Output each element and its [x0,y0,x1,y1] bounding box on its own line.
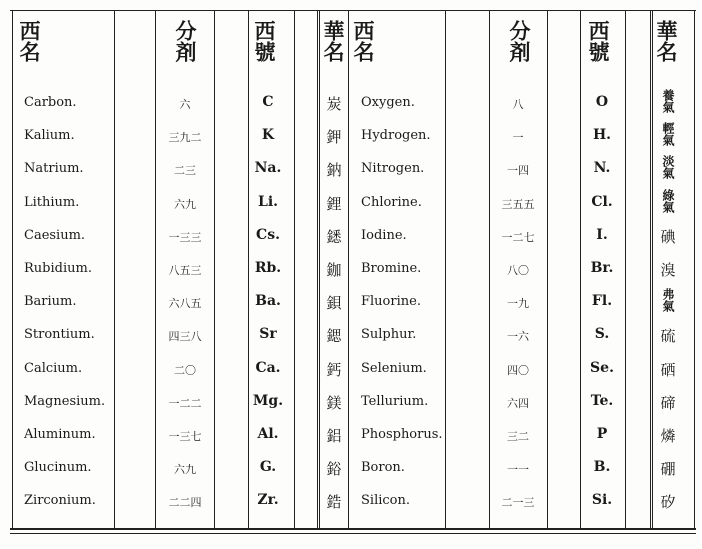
rule [547,10,548,530]
element-dosage: 六九 [174,197,196,211]
element-symbol: P [596,426,608,442]
table-top-border [10,10,696,11]
rule [155,10,156,530]
rule [489,10,490,530]
element-symbol: B. [593,459,611,476]
element-dosage: 二二四 [168,496,202,510]
element-name: Fluorine. [361,294,421,310]
element-dosage: 三九二 [168,131,202,145]
element-name: Calcium. [24,360,83,376]
element-name: Rubidium. [24,261,92,276]
element-name: Nitrogen. [361,161,425,177]
element-chinese-name: 弗氣 [661,288,675,313]
element-symbol: Ca. [255,359,281,376]
rule [294,10,295,530]
element-symbol: O [595,94,609,110]
element-symbol: C [262,94,274,110]
header-dosage: 分剤 [507,20,532,62]
element-dosage: 八 [512,98,524,111]
element-name: Iodine. [361,227,407,243]
element-chinese-name: 鈉 [326,161,342,180]
element-dosage: 四三八 [168,330,202,344]
element-dosage: 二〇 [174,363,196,377]
element-dosage: 三五五 [501,197,535,211]
header-west-name: 西名 [351,20,376,62]
element-symbol: Al. [257,426,279,442]
element-chinese-name: 鈣 [326,360,342,379]
element-chinese-name: 鍶 [326,327,342,346]
element-dosage: 二三 [174,164,196,178]
element-chinese-name: 鉫 [326,261,342,279]
element-symbol: H. [592,127,612,144]
element-symbol: Rb. [254,260,282,276]
element-chinese-name: 淡氣 [661,155,675,180]
element-symbol: Ba. [255,293,281,310]
element-symbol: Na. [254,160,282,177]
element-symbol: Se. [590,359,614,376]
element-symbol: I. [596,226,608,243]
element-dosage: 六四 [507,396,529,410]
rule-center-divider [317,10,320,530]
element-symbol: Zr. [257,492,279,509]
element-name: Glucinum. [24,460,92,476]
element-dosage: 二一三 [501,496,535,510]
element-chinese-name: 鎂 [326,393,342,412]
table-bottom-border-inner [10,533,696,534]
element-chinese-name: 輕氣 [661,122,675,147]
element-symbol: K [261,127,275,144]
element-name: Bromine. [361,261,422,276]
element-dosage: 一 [512,131,524,145]
rule [625,10,626,530]
header-dosage: 分剤 [173,20,198,62]
rule [348,10,349,530]
element-symbol: Fl. [591,293,613,310]
element-dosage: 四〇 [507,363,529,377]
element-dosage: 一一 [507,463,529,477]
header-chinese-name: 華名 [321,20,346,62]
element-chinese-name: 硼 [660,460,676,479]
element-chinese-name: 鉀 [326,128,342,147]
element-chinese-name: 矽 [660,493,676,512]
element-name: Silicon. [361,493,410,509]
element-dosage: 六 [179,98,191,111]
element-name: Aluminum. [24,427,96,442]
element-chinese-name: 碲 [660,393,676,412]
element-symbol: Mg. [252,392,284,409]
rule [248,10,249,530]
element-dosage: 一六 [507,330,529,344]
element-symbol: N. [593,160,611,177]
element-name: Strontium. [24,327,95,343]
element-name: Boron. [361,460,405,476]
element-chinese-name: 燐 [660,427,676,445]
element-chinese-name: 養氣 [661,89,675,113]
element-dosage: 三二 [507,430,529,443]
element-dosage: 六九 [174,463,196,477]
element-name: Natrium. [24,161,84,177]
element-chinese-name: 鋯 [326,493,342,512]
element-name: Zirconium. [24,493,96,509]
header-west-name: 西名 [17,20,42,62]
element-chinese-name: 鏭 [326,227,342,246]
element-chinese-name: 碘 [660,227,676,246]
element-chinese-name: 綠氣 [661,188,675,213]
element-name: Lithium. [24,194,80,210]
element-chinese-name: 鋁 [326,427,342,445]
element-dosage: 八〇 [507,264,529,277]
element-symbol: Li. [257,193,279,210]
element-chinese-name: 鋰 [326,194,342,213]
element-dosage: 一三七 [168,430,202,443]
element-name: Tellurium. [361,393,429,409]
element-symbol: Si. [591,492,613,509]
rule [445,10,446,530]
header-west-symbol: 西號 [252,20,277,62]
rule [650,10,653,530]
element-name: Caesium. [24,227,86,243]
rule [114,10,115,530]
element-chinese-name: 鋇 [326,294,342,313]
element-symbol: Br. [590,260,614,276]
rule-right-edge [694,10,695,530]
element-symbol: S. [594,326,610,343]
element-name: Kalium. [24,128,75,144]
element-dosage: 一四 [507,164,529,178]
element-name: Oxygen. [361,95,415,110]
rule [580,10,581,530]
element-dosage: 八五三 [168,264,202,277]
element-chinese-name: 硫 [660,327,676,346]
element-name: Barium. [24,294,77,310]
element-dosage: 一二二 [168,396,202,410]
element-dosage: 一三三 [168,230,202,244]
element-name: Hydrogen. [361,128,431,144]
element-name: Phosphorus. [361,427,443,442]
element-name: Magnesium. [24,393,106,409]
element-symbol: G. [259,459,277,476]
element-symbol: Cl. [591,193,613,210]
rule-left-edge [12,10,13,530]
element-name: Carbon. [24,95,77,110]
element-chinese-name: 鋊 [326,460,342,479]
element-name: Selenium. [361,360,427,376]
rule [214,10,215,530]
element-chinese-name: 溴 [660,261,676,279]
table-bottom-border [10,528,696,530]
element-chinese-name: 炭 [326,95,342,113]
element-symbol: Te. [590,392,614,409]
element-dosage: 一九 [507,297,529,311]
header-west-symbol: 西號 [586,20,611,62]
header-chinese-name: 華名 [654,20,679,62]
element-symbol: Cs. [256,226,280,243]
element-name: Sulphur. [361,327,417,343]
element-name: Chlorine. [361,194,422,210]
element-chinese-name: 硒 [660,360,676,379]
element-symbol: Sr [259,326,277,343]
element-dosage: 六八五 [168,297,202,311]
element-dosage: 一二七 [501,230,535,244]
